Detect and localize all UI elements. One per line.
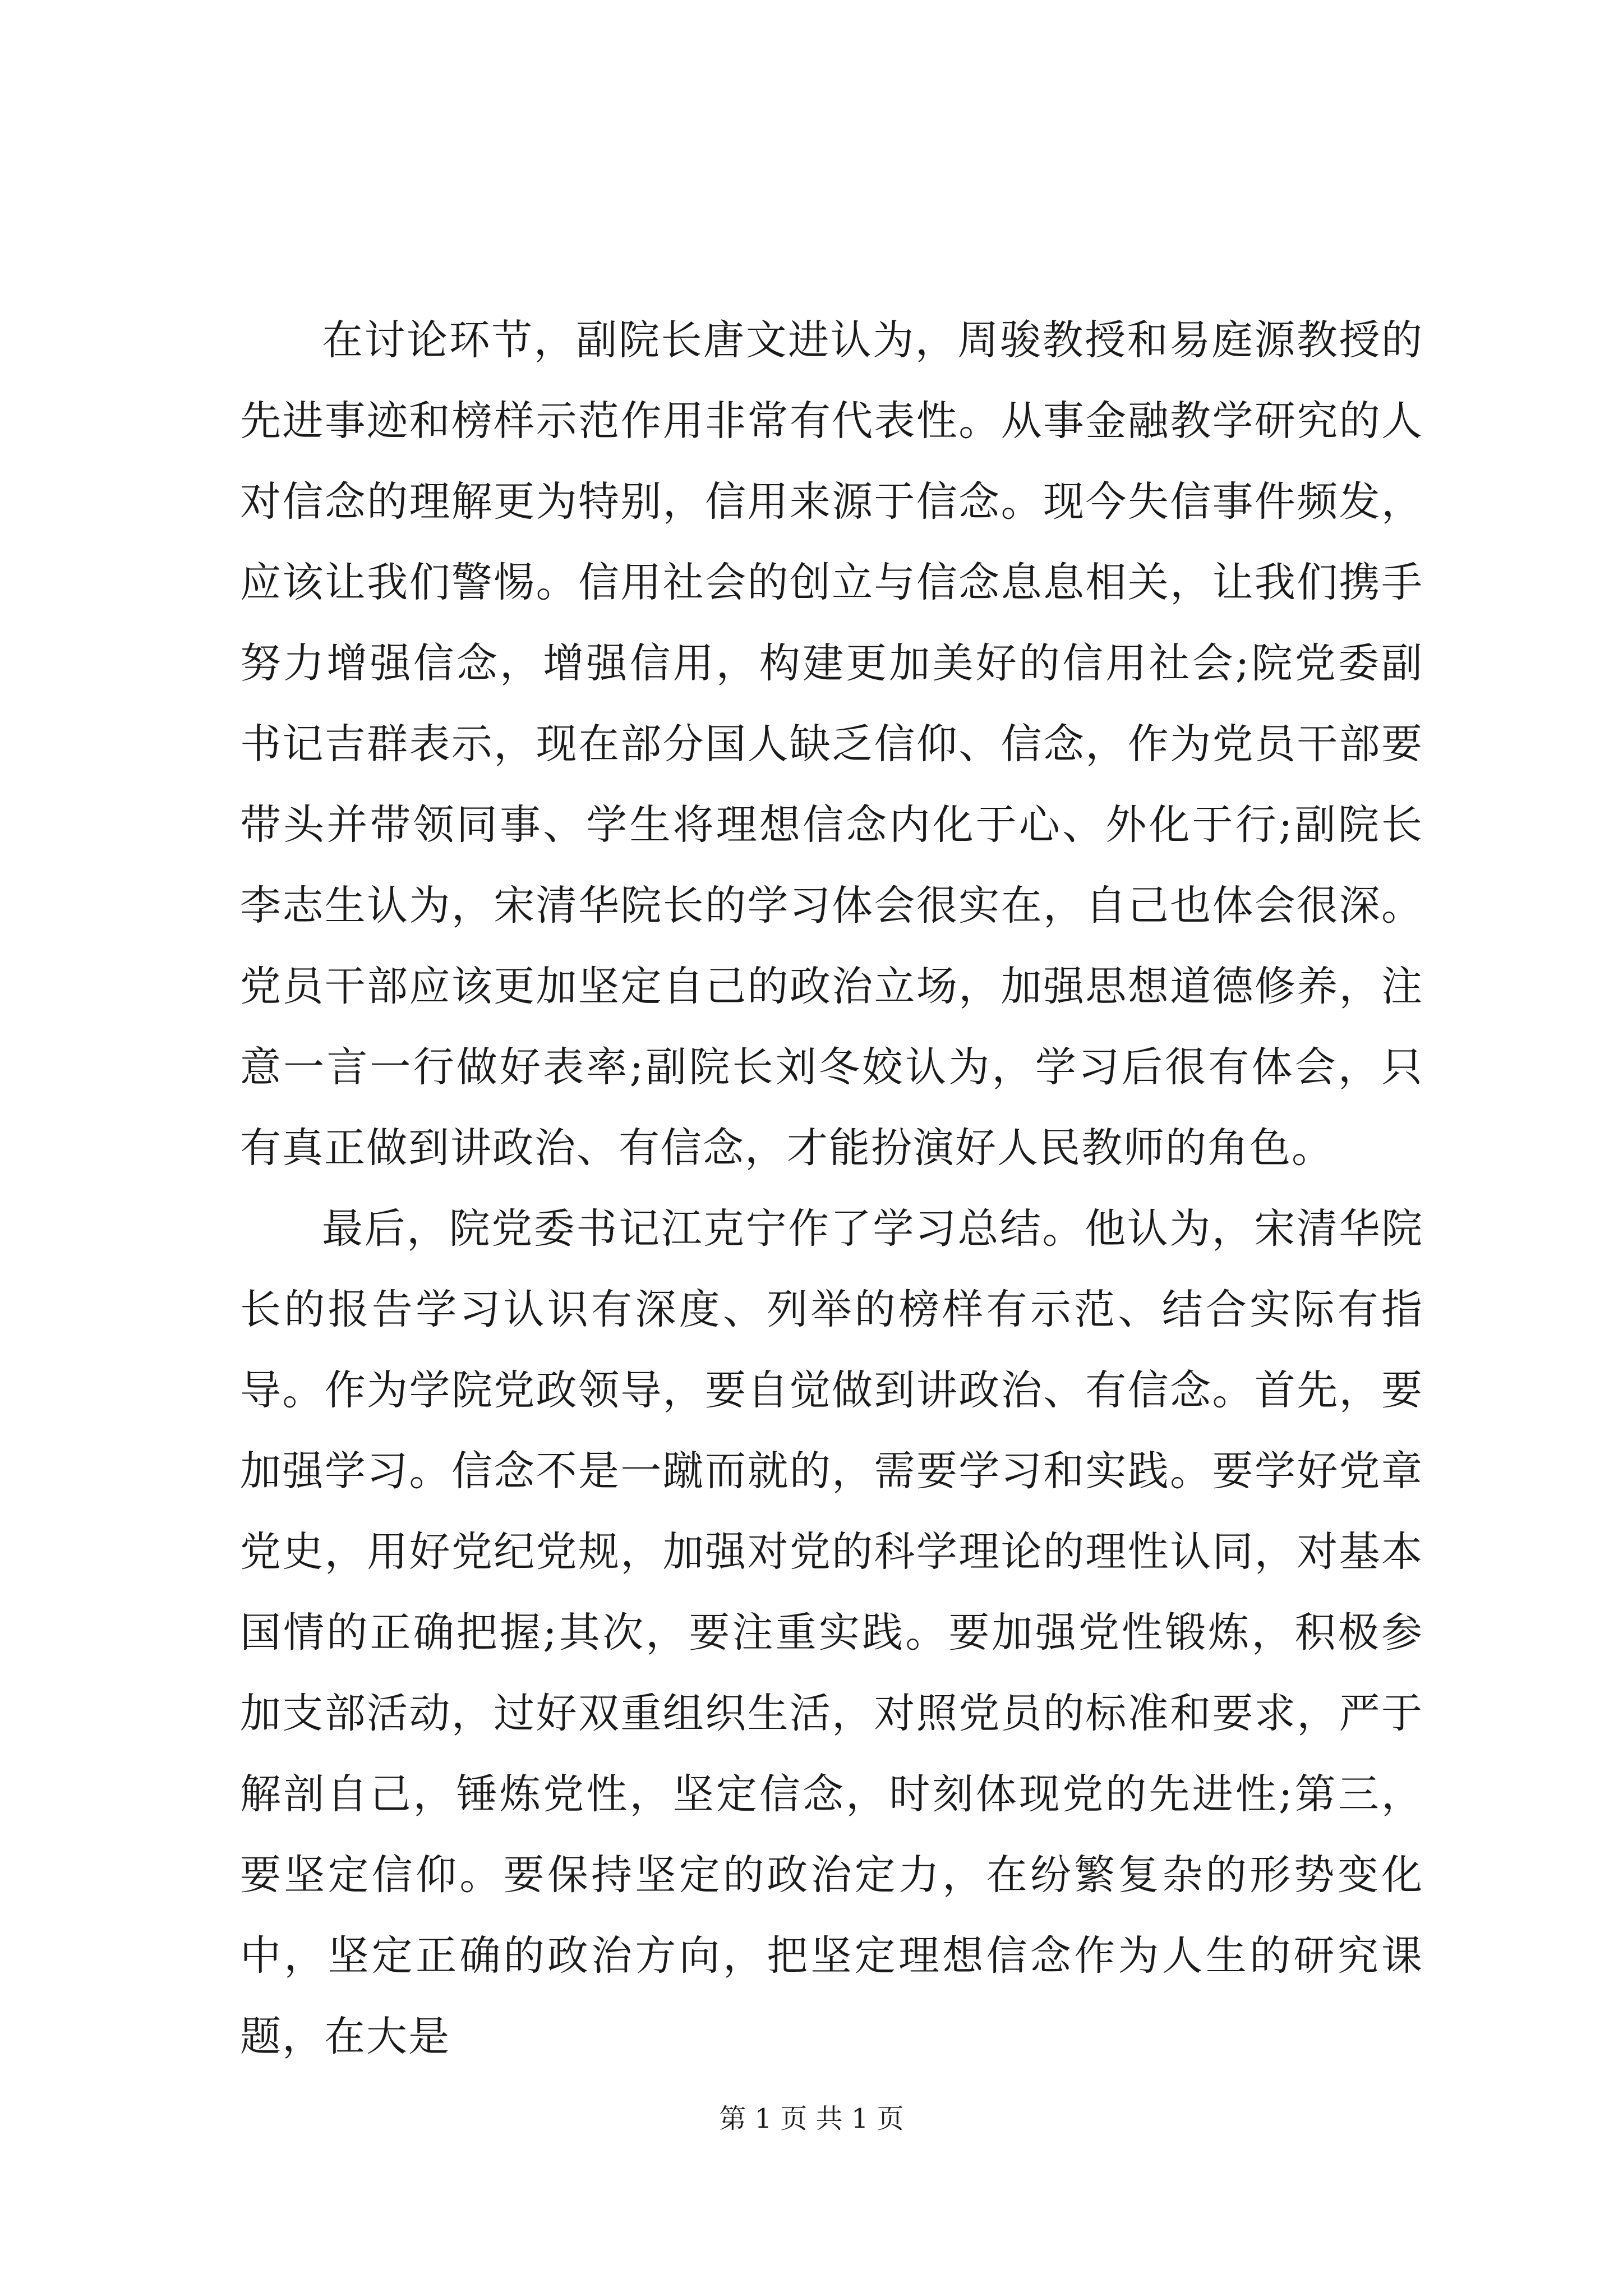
paragraph-discussion: 在讨论环节，副院长唐文进认为，周骏教授和易庭源教授的先进事迹和榜样示范作用非常有代表性。从事金融教学研究的人对信念的理解更为特别，信用来源于信念。现今失信事件频发，应该让我们警惕。信用社会的创立与信念息息相关，让我们携手努力增强信念，增强信用，构建更加美好的信用社会;院党委副书记吉群表示，现在部分国人缺乏信仰、信念，作为党员干部要带头并带领同事、学生将理想信念内化于心、外化于行;副院长李志生认为，宋清华院长的学习体会很实在，自己也体会很深。党员干部应该更加坚定自己的政治立场，加强思想道德修养，注意一言一行做好表率;副院长刘冬姣认为，学习后很有体会，只有真正做到讲政治、有信念，才能扮演好人民教师的角色。 <box>240 316 1423 1172</box>
body-text <box>240 300 1423 2077</box>
page-footer: 第 1 页 共 1 页 <box>719 2103 904 2134</box>
paragraph-summary: 最后，院党委书记江克宁作了学习总结。他认为，宋清华院长的报告学习认识有深度、列举的榜样有示范、结合实际有指导。作为学院党政领导，要自觉做到讲政治、有信念。首先，要加强学习。信念不是一蹴而就的，需要学习和实践。要学好党章党史，用好党纪党规，加强对党的科学理论的理性认同，对基本国情的正确把握;其次，要注重实践。要加强党性锻炼，积极参加支部活动，过好双重组织生活，对照党员的标准和要求，严于解剖自己，锤炼党性，坚定信念，时刻体现党的先进性;第三，要坚定信仰。要保持坚定的政治定力，在纷繁复杂的形势变化中，坚定正确的政治方向，把坚定理想信念作为人生的研究课题，在大是 <box>240 1205 1423 2060</box>
